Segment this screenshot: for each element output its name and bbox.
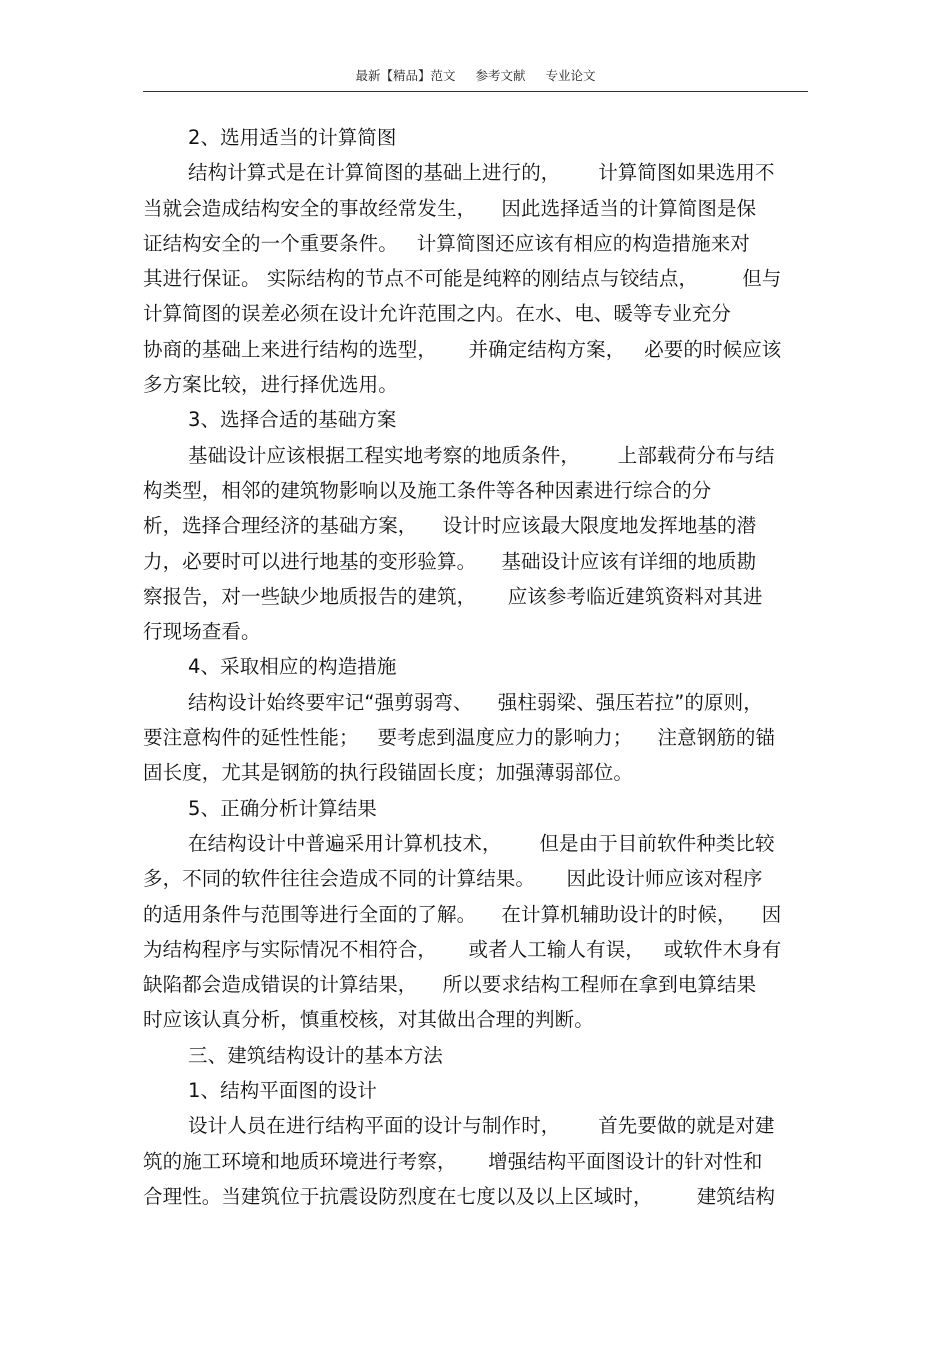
text-line: 多方案比较，进行择优选用。 bbox=[143, 373, 398, 397]
header-divider bbox=[143, 91, 808, 92]
text-line: 证结构安全的一个重要条件。 计算简图还应该有相应的构造措施来对 bbox=[143, 231, 750, 255]
text-line: 计算简图的误差必须在设计允许范围之内。在水、电、暖等专业充分 bbox=[143, 302, 732, 326]
text-line: 其进行保证。 实际结构的节点不可能是纯粹的刚结点与铰结点， 但与 bbox=[143, 267, 782, 291]
text-line: 多，不同的软件往往会造成不同的计算结果。 因此设计师应该对程序 bbox=[143, 867, 763, 891]
header-label-lunwen: 专业论文 bbox=[545, 68, 596, 83]
text-line: 4、采取相应的构造措施 bbox=[188, 655, 397, 679]
text-line: 行现场查看。 bbox=[143, 620, 261, 644]
text-line: 当就会造成结构安全的事故经常发生， 因此选择适当的计算简图是保 bbox=[143, 196, 757, 220]
text-line: 2、选用适当的计算简图 bbox=[188, 126, 397, 149]
text-line: 协商的基础上来进行结构的选型， 并确定结构方案， 必要的时候应该 bbox=[143, 337, 782, 361]
text-line: 要注意构件的延性性能； 要考虑到温度应力的影响力； 注意钢筋的锚 bbox=[143, 726, 776, 750]
text-line: 在结构设计中普遍采用计算机技术， 但是由于目前软件种类比较 bbox=[188, 831, 775, 855]
text-line: 缺陷都会造成错误的计算结果， 所以要求结构工程师在拿到电算结果 bbox=[143, 973, 757, 997]
text-line: 结构计算式是在计算简图的基础上进行的， 计算简图如果选用不 bbox=[188, 161, 775, 185]
text-line: 的适用条件与范围等进行全面的了解。 在计算机辅助设计的时候， 因 bbox=[143, 902, 782, 926]
page-header bbox=[143, 66, 808, 90]
text-line: 构类型，相邻的建筑物影响以及施工条件等各种因素进行综合的分 bbox=[143, 478, 712, 502]
header-label-fanwen: 最新【精品】范文 bbox=[355, 68, 456, 83]
text-line: 1、结构平面图的设计 bbox=[188, 1079, 377, 1103]
text-line: 固长度，尤其是钢筋的执行段锚固长度；加强薄弱部位。 bbox=[143, 761, 634, 785]
text-line: 合理性。当建筑位于抗震设防烈度在七度以及以上区域时， 建筑结构 bbox=[143, 1184, 776, 1208]
text-line: 5、正确分析计算结果 bbox=[188, 796, 377, 820]
text-line: 结构设计始终要牢记“强剪弱弯、 强柱弱梁、强压若拉”的原则， bbox=[188, 690, 763, 714]
text-line: 三、建筑结构设计的基本方法 bbox=[188, 1043, 443, 1067]
text-line: 3、选择合适的基础方案 bbox=[188, 408, 397, 432]
text-line: 筑的施工环境和地质环境进行考察， 增强结构平面图设计的针对性和 bbox=[143, 1149, 763, 1173]
text-line: 析，选择合理经济的基础方案， 设计时应该最大限度地发挥地基的潜 bbox=[143, 514, 757, 538]
text-line: 设计人员在进行结构平面的设计与制作时， 首先要做的就是对建 bbox=[188, 1114, 775, 1138]
header-label-cankao: 参考文献 bbox=[475, 68, 526, 83]
text-line: 力，必要时可以进行地基的变形验算。 基础设计应该有详细的地质勘 bbox=[143, 549, 757, 573]
text-line: 基础设计应该根据工程实地考察的地质条件， 上部载荷分布与结 bbox=[188, 443, 775, 467]
text-line: 为结构程序与实际情况不相符合， 或者人工输人有误， 或软件木身有 bbox=[143, 937, 782, 961]
text-line: 时应该认真分析，慎重校核，对其做出合理的判断。 bbox=[143, 1008, 594, 1032]
text-line: 察报告，对一些缺少地质报告的建筑， 应该参考临近建筑资料对其进 bbox=[143, 584, 763, 608]
document-body bbox=[143, 120, 813, 1214]
